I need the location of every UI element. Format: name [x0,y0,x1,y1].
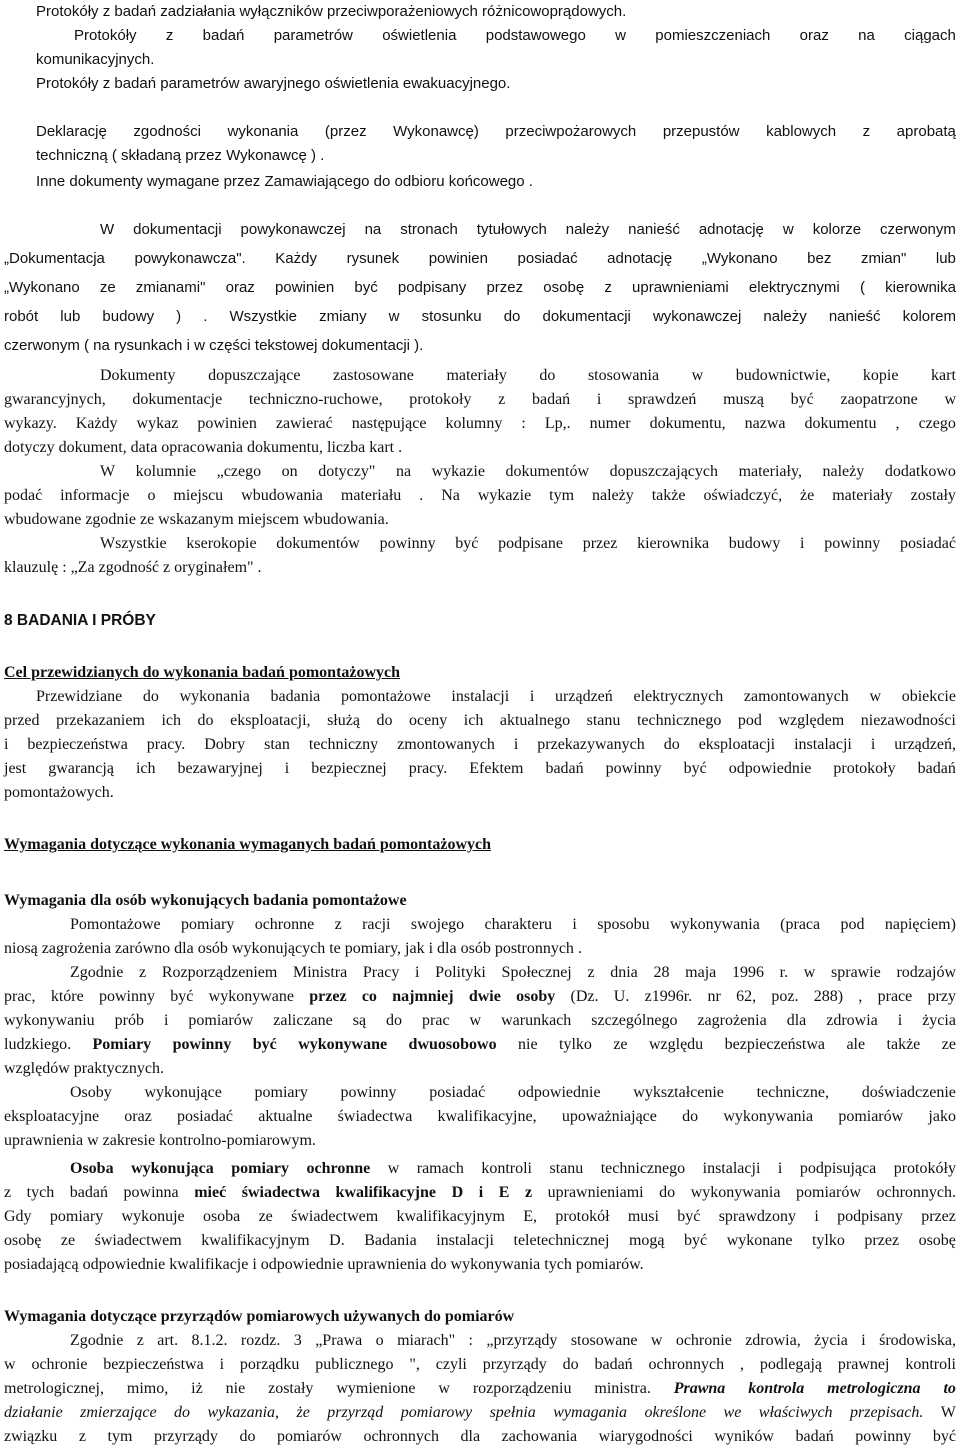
text-line: uprawnienia w zakresie kontrolno-pomiarowym. [4,1132,316,1149]
text-line: Pomontażowe pomiary ochronne z racji swojego charakteru i sposobu wykonywania (praca pod napięciem) [70,916,956,933]
text-line: wbudowane zgodnie ze wskazanym miejscem wbudowania. [4,511,389,528]
text-line: Osoba wykonująca pomiary ochronne w ramach kontroli stanu technicznego instalacji i podpisująca protokóły [70,1160,956,1177]
text-line: działanie zmierzające do wykazania, że przyrząd pomiarowy spełnia wymagania określone we właściwych przepisach. W [4,1404,956,1421]
text-line: Zgodnie z art. 8.1.2. rozdz. 3 „Prawa o miarach" : „przyrządy stosowane w ochronie zdrowia, życia i środowiska, [70,1332,956,1349]
text-line: posiadającą odpowiednie kwalifikacje i odpowiednie uprawnienia do wykonywania tych pomiarów. [4,1256,644,1273]
text-line: osobę ze świadectwem kwalifikacyjnym D. Badania instalacji teletechnicznej mogą być wykonane tylko przez osobę [4,1232,956,1249]
text-line: Protokóły z badań zadziałania wyłączników przeciwporażeniowych różnicowoprądowych. [36,3,627,20]
text-line: czerwonym ( na rysunkach i w części tekstowej dokumentacji ). [4,337,424,354]
text-line: ludzkiego. Pomiary powinny być wykonywane dwuosobowo nie tylko ze względu bezpieczeństwa ale także ze [4,1036,956,1053]
text-line: eksploatacyjne oraz posiadać aktualne świadectwa kwalifikacyjne, upoważniające do wykonywania pomiarów jako [4,1108,956,1125]
text-line: jest gwarancją ich bezawaryjnej i bezpiecznej pracy. Efektem badań powinny być odpowiednie protokoły badań [4,760,956,777]
text-line: klauzulę : „Za zgodność z oryginałem" . [4,559,262,576]
section-heading: Wymagania dla osób wykonujących badania pomontażowe [4,892,407,909]
text-line: w ochronie bezpieczeństwa i porządku publicznego ", czyli przyrządy do badań ochronnych , podlegają prawnej kontroli [4,1356,956,1373]
text-line: dotyczy dokument, data opracowania dokumentu, liczba kart . [4,439,403,456]
text-line: Dokumenty dopuszczające zastosowane materiały do stosowania w budownictwie, kopie kart [100,367,956,384]
text-line: prac, które powinny być wykonywane przez co najmniej dwie osoby (Dz. U. z1996r. nr 62, poz. 288) , prace przy [4,988,956,1005]
text-line: podać informacje o miejscu wbudowania materiału . Na wykazie tym należy także oświadczyć, że materiały zostały [4,487,956,504]
text-line: „Dokumentacja powykonawcza". Każdy rysunek powinien posiadać adnotację „Wykonano bez zmian" lub [4,250,956,267]
text-line: Osoby wykonujące pomiary powinny posiadać odpowiednie wykształcenie techniczne, doświadczenie [70,1084,956,1101]
section-heading: Wymagania dotyczące przyrządów pomiarowych używanych do pomiarów [4,1308,515,1325]
text-line: przed przekazaniem ich do eksploatacji, służą do oceny ich aktualnego stanu technicznego pod względem niezawodności [4,712,956,729]
text-line: komunikacyjnych. [36,51,155,68]
text-line: z tych badań powinna mieć świadectwa kwalifikacyjne D i E z uprawnieniami do wykonywania pomiarów ochronnych. [4,1184,956,1201]
text-line: W dokumentacji powykonawczej na stronach tytułowych należy nanieść adnotację w kolorze czerwonym [100,221,956,238]
text-line: „Wykonano ze zmianami" oraz powinien być podpisany przez osobę z uprawnieniami elektrycznymi ( kierownika [4,279,956,296]
text-line: metrologicznej, mimo, iż nie zostały wymienione w rozporządzeniu ministra. Prawna kontrola metrologiczna to [4,1380,956,1397]
text-line: wykazy. Każdy wykaz powinien zawierać następujące kolumny : Lp,. numer dokumentu, nazwa dokumentu , czego [4,415,956,432]
text-line: pomontażowych. [4,784,114,801]
text-line: Protokóły z badań parametrów oświetlenia podstawowego w pomieszczeniach oraz na ciągach [74,27,956,44]
section-heading: 8 BADANIA I PRÓBY [4,612,156,629]
text-line: niosą zagrożenia zarówno dla osób wykonujących te pomiary, jak i dla osób postronnych . [4,940,582,957]
text-line: Protokóły z badań parametrów awaryjnego oświetlenia ewakuacyjnego. [36,75,511,92]
section-heading: Wymagania dotyczące wykonania wymaganych badań pomontażowych [4,836,491,853]
text-line: Wszystkie kserokopie dokumentów powinny być podpisane przez kierownika budowy i powinny posiadać [100,535,956,552]
text-line: Deklarację zgodności wykonania (przez Wykonawcę) przeciwpożarowych przepustów kablowych z aprobatą [36,123,956,140]
text-line: i bezpieczeństwa pracy. Dobry stan techniczny zmontowanych i przekazywanych do eksploatacji instalacji i urządzeń, [4,736,956,753]
text-line: wykonywaniu prób i pomiarów zaliczane są do prac w warunkach szczególnego zagrożenia dla zdrowia i życia [4,1012,956,1029]
text-line: Inne dokumenty wymagane przez Zamawiającego do odbioru końcowego . [36,173,533,190]
text-line: techniczną ( składaną przez Wykonawcę ) . [36,147,325,164]
text-line: Przewidziane do wykonania badania pomontażowe instalacji i urządzeń elektrycznych zamontowanych w obiekcie [36,688,956,705]
text-line: robót lub budowy ) . Wszystkie zmiany w stosunku do dokumentacji wykonawczej należy nanieść kolorem [4,308,956,325]
text-line: W kolumnie „czego on dotyczy" na wykazie dokumentów dopuszczających materiały, należy dodatkowo [100,463,956,480]
text-line: Gdy pomiary wykonuje osoba ze świadectwem kwalifikacyjnym E, protokół musi być sprawdzony i podpisany przez [4,1208,956,1225]
section-heading: Cel przewidzianych do wykonania badań pomontażowych [4,664,401,681]
text-line: względów praktycznych. [4,1060,164,1077]
text-line: Zgodnie z Rozporządzeniem Ministra Pracy i Polityki Społecznej z dnia 28 maja 1996 r. w sprawie rodzajów [70,964,956,981]
text-line: gwarancyjnych, dokumentacje techniczno-ruchowe, protokoły z badań i sprawdzeń muszą być zaopatrzone w [4,391,956,408]
text-line: związku z tym przyrządy do pomiarów ochronnych dla zachowania wiarygodności wyników badań powinny być [4,1428,956,1445]
